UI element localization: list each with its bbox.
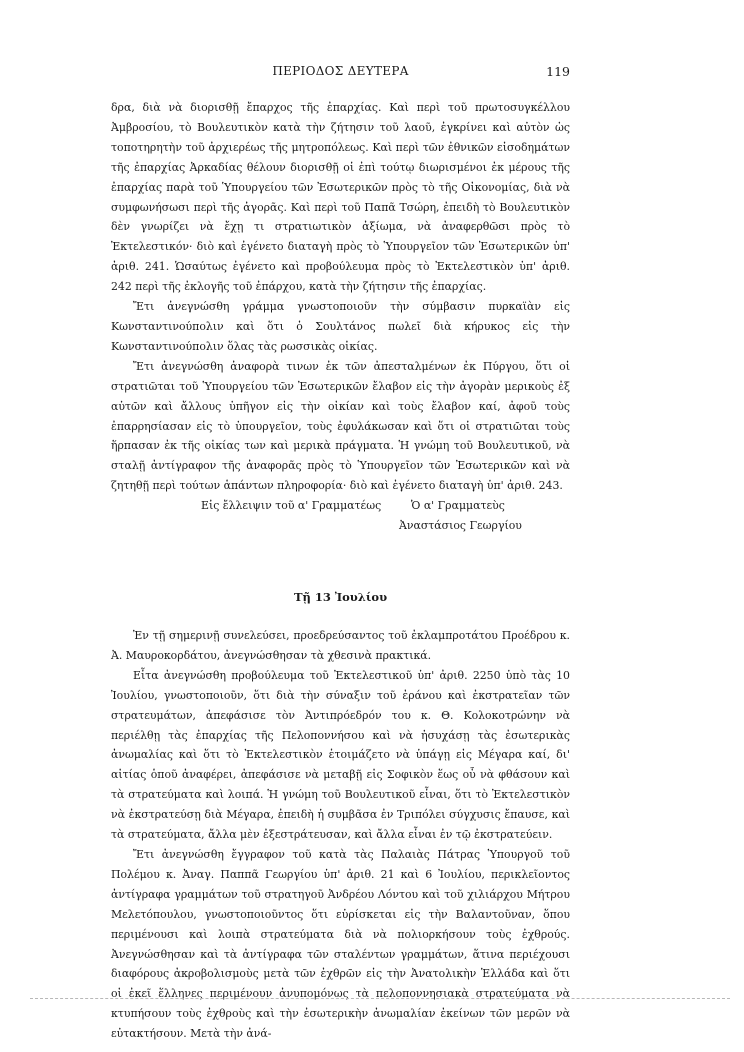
signature-left: Εἰς ἔλλειψιν τοῦ α' Γραμματέως [201, 499, 382, 513]
paragraph: Ἔτι ἀνεγνώσθη ἔγγραφον τοῦ κατὰ τὰς Παλαιὰς Πάτρας Ὑπουργοῦ τοῦ Πολέμου κ. Ἀναγ. Παππᾶ Γεωργίου ὑπ' ἀριθ. 21 καὶ 6 Ἰουλίου, περικλεῖοντος ἀντίγραφα γραμμάτων τοῦ στρατηγοῦ Ἀνδρέου Λόντου καὶ τοῦ χιλιάρχου Μήτρου Μελετόπουλου, γνωστοποιοῦντος ὅτι εὑρίσκεται εἰς τὴν Βαλαντοῦναν, ὅπου περιμένουσι καὶ λοιπὰ στρατεύματα διὰ νὰ πολιορκήσουν τοὺς ἐχθρούς. Ἀνεγνώσθησαν καὶ τὰ ἀντίγραφα τῶν σταλέντων γραμμάτων, ἅτινα περιέχουσι διαφόρους ἀκροβολισμοὺς μετὰ τῶν ἐχθρῶν εἰς τὴν Ἀνατολικὴν Ἑλλάδα καὶ ὅτι οἱ ἐκεῖ ἕλληνες περιμένουν ἀνυπομόνως τὰ πελοποννησιακὰ στρατεύματα νὰ κτυπήσουν τοὺς ἐχθροὺς καὶ τὴν ἐσωτερικὴν ἀνωμαλίαν ἐκείνων τῶν μερῶν νὰ εὐτακτήσουν. Μετὰ τὴν ἀνά- [111, 848, 570, 1041]
running-title: ΠΕΡΙΟΔΟΣ ΔΕΥΤΕΡΑ [272, 64, 409, 78]
section-heading: Τῇ 13 Ἰουλίου [293, 590, 388, 605]
page-number: 119 [546, 64, 570, 79]
paragraph: Εἶτα ἀνεγνώσθη προβούλευμα τοῦ Ἐκτελεστικοῦ ὑπ' ἀριθ. 2250 ὑπὸ τὰς 10 Ἰουλίου, γνωστοποιοῦν, ὅτι διὰ τὴν σύναξιν τοῦ ἐράνου καὶ ἐκστρατεῖαν τῶν στρατευμάτων, ἀπεφάσισε τὸν Ἀντιπρόεδρόν του κ. Θ. Κολοκοτρώνην νὰ περιέλθῃ τὰς ἐπαρχίας τῆς Πελοποννήσου καὶ νὰ ἡσυχάσῃ τὰς ἐσωτερικὰς ἀνωμαλίας καὶ ὅτι τὸ Ἐκτελεστικὸν ἑτοιμάζετο νὰ ὑπάγῃ εἰς Μέγαρα καί, δι' αἰτίας ὁποῦ ἀναφέρει, ἀπεφάσισε νὰ μεταβῇ εἰς Σοφικὸν ἕως οὗ νὰ φθάσουν καὶ τὰ στρατεύματα καὶ λοιπά. Ἡ γνώμη τοῦ Βουλευτικοῦ εἶναι, ὅτι τὸ Ἐκτελεστικὸν νὰ ἐκστρατεύσῃ διὰ Μέγαρα, ἐπειδὴ ἡ συμβᾶσα ἐν Τριπόλει σύγχυσις ἔπαυσε, καὶ τὰ στρατεύματα, ἄλλα μὲν ἐξεστράτευσαν, καὶ ἄλλα εἶναι ἐν τῷ ἐκστρατεύειν. [111, 668, 570, 842]
page-header [111, 64, 570, 86]
paragraph: Ἔτι ἀνεγνώσθη γράμμα γνωστοποιοῦν τὴν σύμβασιν πυρκαϊὰν εἰς Κωνσταντινούπολιν καὶ ὅτι ὁ Σουλτάνος πωλεῖ διὰ κήρυκος εἰς τὴν Κωνσταντινούπολιν ὅλας τὰς ρωσσικὰς οἰκίας. [111, 300, 570, 353]
signature-block [111, 496, 570, 538]
signature-right [399, 496, 522, 536]
paragraph: Ἔτι ἀνεγνώσθη ἀναφορὰ τινων ἐκ τῶν ἀπεσταλμένων ἐκ Πύργου, ὅτι οἱ στρατιῶται τοῦ Ὑπουργείου τῶν Ἐσωτερικῶν ἔλαβον εἰς τὴν ἀγορὰν μερικοὺς ἐξ αὐτῶν καὶ ἄλλους ὑπῆγον εἰς τὴν οἰκίαν καὶ τοὺς ἔλαβον καί, ἀφοῦ τοὺς ἐπαρρησίασαν εἰς τὸ ὑπουργεῖον, τοὺς ἐφυλάκωσαν καὶ ὅτι οἱ στρατιῶται τοὺς ἥρπασαν ἐκ τῆς οἰκίας των καὶ μερικὰ πράγματα. Ἡ γνώμη τοῦ Βουλευτικοῦ, νὰ σταλῇ ἀντίγραφον τῆς ἀναφορᾶς πρὸς τὸ Ὑπουργεῖον τῶν Ἐσωτερικῶν καὶ νὰ ζητηθῇ περὶ τούτων ἁπάντων πληροφορία· διὸ καὶ ἐγένετο διαταγὴ ὑπ' ἀριθ. 243. [111, 359, 570, 493]
signature-name: Ἀναστάσιος Γεωργίου [399, 519, 522, 533]
page-body [111, 98, 570, 1044]
paragraph-continuation: δρα, διὰ νὰ διορισθῇ ἔπαρχος τῆς ἐπαρχίας. Καὶ περὶ τοῦ πρωτοσυγκέλλου Ἀμβροσίου, τὸ Βουλευτικὸν κατὰ τὴν ζήτησιν τοῦ λαοῦ, ἐγκρίνει καὶ αὐτὸν ὡς τοποτηρητὴν τοῦ ἀρχιερέως τῆς μητροπόλεως. Καὶ περὶ τῶν ἐθνικῶν εἰσοδημάτων τῆς ἐπαρχίας Ἀρκαδίας θέλουν διορισθῇ οἱ ἐπὶ τούτῳ διωρισμένοι ἐκ μέρους τῆς ἐπαρχίας παρὰ τοῦ Ὑπουργείου τῶν Ἐσωτερικῶν πρὸς τὸ τῆς Οἰκονομίας, διὰ νὰ συμφωνήσωσι περὶ τῆς ἀγορᾶς. Καὶ περὶ τοῦ Παπᾶ Τσώρη, ἐπειδὴ τὸ Βουλευτικὸν δὲν γνωρίζει νὰ ἔχῃ τι στρατιωτικὸν ἀξίωμα, νὰ ἀναφερθῶσι πρὸς τὸ Ἐκτελεστικόν· διὸ καὶ ἐγένετο διαταγὴ πρὸς τὸ Ὑπουργεῖον τῶν Ἐσωτερικῶν ὑπ' ἀριθ. 241. Ὡσαύτως ἐγένετο καὶ προβούλευμα πρὸς τὸ Ἐκτελεστικὸν ὑπ' ἀριθ. 242 περὶ τῆς ἐκλογῆς τοῦ ἐπάρχου, κατὰ τὴν ζήτησιν τῆς ἐπαρχίας. [111, 101, 570, 294]
signature-title: Ὁ α' Γραμματεὺς [411, 499, 505, 513]
paragraph: Ἐν τῇ σημερινῇ συνελεύσει, προεδρεύσαντος τοῦ ἐκλαμπροτάτου Προέδρου κ. Ἀ. Μαυροκορδάτου, ἀνεγνώσθησαν τὰ χθεσινὰ πρακτικά. [111, 629, 570, 662]
footer-scan-rule [30, 998, 730, 1000]
